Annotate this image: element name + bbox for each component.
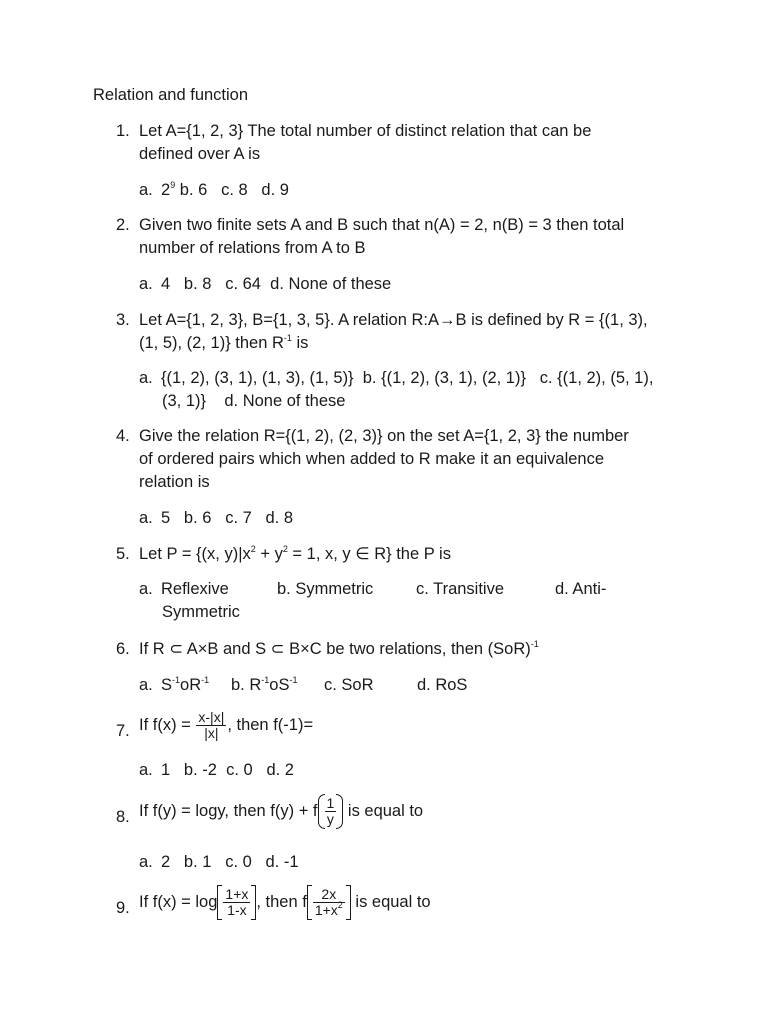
option-a-exponent: 9	[170, 180, 176, 190]
option-label: a.	[139, 676, 153, 694]
options-text: 1 b. -2 c. 0 d. 2	[161, 761, 294, 779]
question-text: defined over A is	[139, 145, 261, 163]
options-text: (3, 1)} d. None of these	[162, 392, 346, 410]
question-text: relation is	[139, 473, 210, 491]
question-2	[116, 214, 686, 260]
question-text: If f(x) = $\frac{x-|x|}{|x|}$ , then f(-1)=	[139, 709, 314, 741]
question-text: of ordered pairs which when added to R make it an equivalence	[139, 450, 605, 468]
option-b: b. Symmetric	[277, 580, 374, 598]
option-a-base: 2	[161, 181, 171, 199]
question-2-options	[139, 273, 699, 296]
option-label: a.	[139, 761, 153, 779]
question-text: number of relations from A to B	[139, 239, 366, 257]
question-number: 1.	[116, 122, 130, 140]
question-1-options	[139, 179, 699, 202]
bracketed-fraction: $\frac{1+x}{1-x}$	[217, 887, 256, 918]
question-text: Let A={1, 2, 3}, B={1, 3, 5}. A relation R:A→B is defined by R = {(1, 3),	[139, 311, 648, 329]
question-text: If f(x) = log $\frac{1+x}{1-x}$ , then f $\frac{2x}{1+x^2}$ is equal to	[139, 886, 431, 918]
question-number: 9.	[116, 899, 130, 917]
option-c: c. SoR	[324, 676, 374, 694]
option-label: a.	[139, 853, 153, 871]
question-text: (1, 5), (2, 1)} then $R^{-1}$ is	[139, 333, 309, 352]
option-label: a.	[139, 181, 153, 199]
question-text: Let P = {(x, $y)|x^2 + y^2 = 1$, x, y ∈ R} the P is	[139, 544, 451, 563]
page-title: Relation and function	[93, 86, 249, 104]
question-6	[116, 638, 686, 661]
exponent: -1	[283, 333, 292, 343]
option-a: Reflexive	[161, 580, 229, 598]
option-d-cont: Symmetric	[162, 603, 240, 621]
option-d: d. Anti-	[555, 580, 607, 598]
question-text: Given two finite sets A and B such that n(A) = 2, n(B) = 3 then total	[139, 216, 625, 234]
question-8	[116, 796, 686, 827]
options-text: 2 b. 1 c. 0 d. -1	[161, 853, 299, 871]
option-label: a.	[139, 509, 153, 527]
option-label: a.	[139, 275, 153, 293]
question-text: If R ⊂ A×B and S ⊂ B×C be two relations, then (SoR)$^{-1}$	[139, 639, 539, 658]
question-text: Let A={1, 2, 3} The total number of distinct relation that can be	[139, 122, 592, 140]
parenthesized-fraction: $\frac{1}{y}$	[318, 796, 344, 827]
question-5	[116, 543, 686, 566]
option-c: c. Transitive	[416, 580, 505, 598]
options-text: {(1, 2), (3, 1), (1, 3), (1, 5)} b. {(1, 2), (3, 1), (2, 1)} c. {(1, 2), (5, 1),	[161, 369, 654, 387]
options-text: 5 b. 6 c. 7 d. 8	[161, 509, 294, 527]
option-a: $S^{-1}oR^{-1}$	[161, 675, 210, 694]
option-d: d. RoS	[417, 676, 468, 694]
options-text: b. 6 c. 8 d. 9	[179, 181, 289, 199]
question-number: 6.	[116, 640, 130, 658]
question-number: 3.	[116, 311, 130, 329]
question-4	[116, 425, 686, 494]
question-text: If f(y) = logy, then f(y) + f $\frac{1}{y}$ is equal to	[139, 795, 424, 827]
question-7	[116, 710, 686, 741]
question-number: 7.	[116, 722, 130, 740]
bracketed-fraction: $\frac{2x}{1+x^2}$	[307, 887, 351, 918]
question-1	[116, 120, 686, 166]
question-7-options	[139, 759, 699, 782]
option-label: a.	[139, 369, 153, 387]
question-3	[116, 309, 686, 355]
question-5-options	[139, 578, 699, 624]
question-number: 5.	[116, 545, 130, 563]
question-number: 2.	[116, 216, 130, 234]
question-3-options	[139, 367, 699, 413]
option-label: a.	[139, 580, 153, 598]
question-8-options	[139, 851, 699, 874]
fraction: $\frac{x-|x|}{|x|}$	[198, 709, 225, 741]
question-number: 8.	[116, 808, 130, 826]
question-text: Give the relation R={(1, 2), (2, 3)} on the set A={1, 2, 3} the number	[139, 427, 629, 445]
option-b: b. $R^{-1}oS^{-1}$	[231, 675, 298, 694]
options-text: 4 b. 8 c. 64 d. None of these	[161, 275, 392, 293]
question-6-options	[139, 674, 699, 697]
question-number: 4.	[116, 427, 130, 445]
question-4-options	[139, 507, 699, 530]
question-9	[116, 887, 686, 918]
